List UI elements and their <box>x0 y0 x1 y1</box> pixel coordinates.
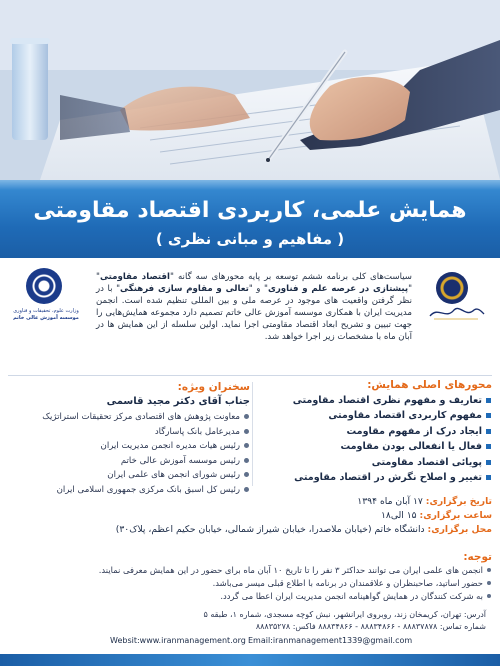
intro-highlight: پیشتازی در عرصه علم و فناوری <box>267 284 409 294</box>
intro-text: سیاست‌های کلی برنامه ششم توسعه بر پایه محورهای سه گانه " <box>170 272 412 282</box>
logo-caption-small: وزارت علوم، تحقیقات و فناوری <box>13 308 79 314</box>
intro-text: " " <box>96 272 413 294</box>
footer <box>0 630 500 666</box>
speaker-role: رئیس هیات مدیره انجمن مدیریت ایران <box>6 439 250 454</box>
place-label: محل برگزاری: <box>427 524 492 535</box>
event-time <box>8 509 492 523</box>
event-location <box>8 523 492 537</box>
association-seal-icon <box>436 272 468 304</box>
time-label: ساعت برگزاری: <box>419 510 492 521</box>
keynote-speaker-section <box>6 380 250 498</box>
khatam-emblem-icon <box>26 268 62 304</box>
notes-heading: توجه: <box>463 551 492 563</box>
speakers-heading: سخنران ویژه: <box>177 381 250 393</box>
intro-highlight: تعالی و مقاوم سازی فرهنگی <box>120 284 249 294</box>
intro-text: " با در نظر گرفتن واقعیت های موجود در عرصه ملی و بین المللی تنظیم شده است. انجمن مدیریت ایران با همکاری موسسه آموزش عالی خاتم تصمیم دارد مجموعه همایش‌هایی را جهت تبیین و تشریح ابعاد اقتصاد مقاومتی اجرا نماید. اولین سلسله از این همایش ها در آبان ماه با مشخصات زیر اجرا خواهد شد. <box>96 284 412 342</box>
intro-highlight: اقتصاد مقاومتی <box>99 272 170 282</box>
topic-item: مفهوم کاربردی اقتصاد مقاومتی <box>256 408 492 423</box>
speaker-role: رئیس شورای انجمن های علمی ایران <box>6 468 250 483</box>
intro-text: " و " <box>248 284 268 294</box>
note-item: انجمن های علمی ایران می توانند حداکثر ۳ نفر را تا تاریخ ۱۰ آبان ماه برای حضور در این همایش معرفی نمایند. <box>8 564 492 577</box>
topics-heading: محورهای اصلی همایش: <box>367 379 492 391</box>
topic-item: فعال یا انفعالی بودن مقاومت <box>256 439 492 454</box>
footer-bar <box>0 654 500 666</box>
intro-paragraph <box>96 271 412 343</box>
topic-item: تعاریف و مفهوم نظری اقتصاد مقاومتی <box>256 393 492 408</box>
khatam-institute-logo <box>6 268 86 332</box>
hero-photo <box>0 0 500 180</box>
section-divider <box>8 375 492 376</box>
writing-hand-illustration <box>0 0 500 180</box>
calligraphy-emblem-icon <box>426 302 486 322</box>
event-date <box>8 495 492 509</box>
place-value: دانشگاه خاتم (خیابان ملاصدرا، خیابان شیراز شمالی، خیابان حکیم اعظم، پلاک۳۰) <box>115 524 428 535</box>
phone-line: شماره تماس: ۸۸۸۳۷۸۷۸ - ۸۸۸۳۴۸۶۶ - ۸۸۸۳۴۸۶۶ فاکس: ۸۸۸۳۵۲۷۸ <box>255 621 486 631</box>
note-item: حضور اساتید، صاحبنظران و علاقمندان در برنامه با اطلاع قبلی میسر می‌باشد. <box>8 577 492 590</box>
note-item: به شرکت کنندگان در همایش گواهینامه انجمن مدیریت ایران اعطا می گردد. <box>8 590 492 603</box>
notes-section <box>8 550 492 602</box>
topic-item: تغییر و اصلاح نگرش در اقتصاد مقاومتی <box>256 470 492 485</box>
logo-caption: موسسه آموزش عالی خاتم <box>13 315 79 321</box>
date-value: ۱۷ آبان ماه ۱۳۹۴ <box>357 496 426 507</box>
topic-item: پویائی اقتصاد مقاومتی <box>256 455 492 470</box>
time-value: ۱۵ الی۱۸ <box>380 510 420 521</box>
speaker-role: رئیس موسسه آموزش عالی خاتم <box>6 454 250 469</box>
iran-management-association-logo <box>426 272 496 336</box>
speaker-role: معاونت پژوهش های اقتصادی مرکز تحقیقات استراتژیک <box>6 410 250 425</box>
main-topics-section <box>256 378 492 485</box>
address-line: آدرس: تهران، کریمخان زند، روبروی ایرانشهر، نبش کوچه مسجدی، شماره ۱، طبقه ۵ <box>203 610 486 619</box>
date-label: تاریخ برگزاری: <box>425 496 492 507</box>
topic-item: ایجاد درک از مفهوم مقاومت <box>256 424 492 439</box>
email-link[interactable]: Email:iranmanagement1339@gmail.com <box>248 636 413 645</box>
event-subtitle: ( مفاهیم و مبانی نظری ) <box>155 230 345 248</box>
speaker-role: رئیس کل اسبق بانک مرکزی جمهوری اسلامی ایران <box>6 483 250 498</box>
event-title: همایش علمی، کاربردی اقتصاد مقاومتی <box>33 198 467 223</box>
event-details <box>8 495 492 537</box>
speaker-role: مدیرعامل بانک پاسارگاد <box>6 425 250 440</box>
speaker-name: جناب آقای دکتر مجید قاسمی <box>106 396 250 407</box>
website-link[interactable]: Websit:www.iranmanagement.org <box>110 636 246 645</box>
column-divider <box>252 382 253 486</box>
contact-address <box>96 609 486 632</box>
